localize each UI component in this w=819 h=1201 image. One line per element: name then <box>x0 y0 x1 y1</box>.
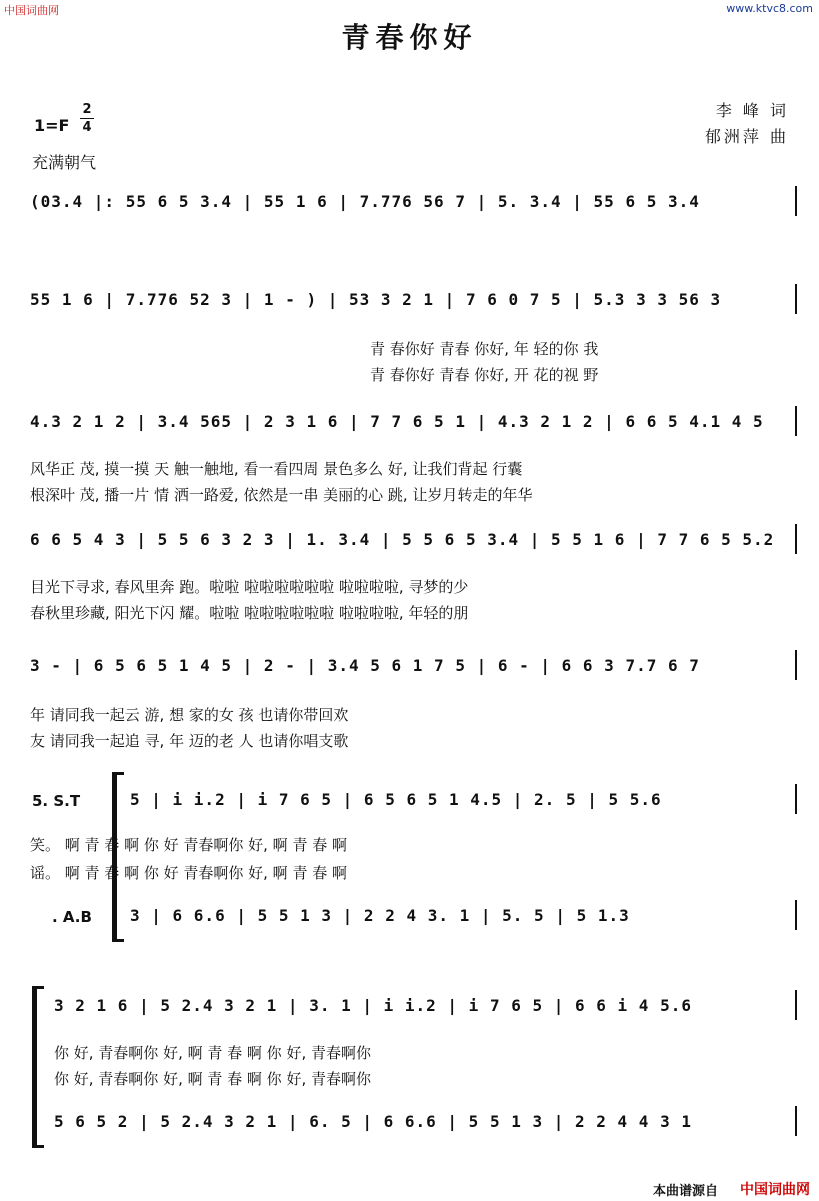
notation-row-7-upper: 3 2 1 6 | 5 2.4 3 2 1 | 3. 1 | i i.2 | i 7 6 5 | 6 6 i 4 5.6 <box>54 996 692 1015</box>
lyric-row-7-verse-1: 你 好, 青春啊你 好, 啊 青 春 啊 你 好, 青春啊你 <box>54 1044 371 1062</box>
system-brace-2-top <box>32 986 44 989</box>
lyric-row-2-verse-1: 青 春你好 青春 你好, 年 轻的你 我 <box>370 340 599 358</box>
lyric-row-4-verse-2: 春秋里珍藏, 阳光下闪 耀。啦啦 啦啦啦啦啦啦 啦啦啦啦, 年轻的朋 <box>30 604 469 622</box>
barline-end-4 <box>795 524 797 554</box>
notation-row-7-lower: 5 6 5 2 | 5 2.4 3 2 1 | 6. 5 | 6 6.6 | 5 5 1 3 | 2 2 4 4 3 1 <box>54 1112 692 1131</box>
part-label-ab: . A.B <box>52 908 92 926</box>
barline-end-7a <box>795 990 797 1020</box>
composer-credit: 郁洲萍 曲 <box>704 127 789 146</box>
system-brace-2-bottom <box>32 1145 44 1148</box>
lyric-row-3-verse-2: 根深叶 茂, 播一片 情 洒一路爱, 依然是一串 美丽的心 跳, 让岁月转走的年华 <box>30 486 533 504</box>
system-brace-1 <box>112 772 117 942</box>
barline-end-7b <box>795 1106 797 1136</box>
key-signature: 1=F <box>34 116 70 135</box>
song-title: 青春你好 <box>341 21 478 54</box>
notation-row-3: 4.3 2 1 2 | 3.4 565 | 2 3 1 6 | 7 7 6 5 1 | 4.3 2 1 2 | 6 6 5 4.1 4 5 <box>30 412 764 431</box>
part-label-st: 5. S.T <box>32 792 81 810</box>
footer-site-link[interactable]: 中国词曲网 <box>740 1182 810 1198</box>
lyric-row-6-verse-1: 笑。 啊 青 春 啊 你 好 青春啊你 好, 啊 青 春 啊 <box>30 836 347 854</box>
lyric-row-6-verse-2: 谣。 啊 青 春 啊 你 好 青春啊你 好, 啊 青 春 啊 <box>30 864 347 882</box>
system-brace-2 <box>32 986 37 1148</box>
time-signature-top: 2 <box>82 102 92 117</box>
lyric-row-5-verse-2: 友 请同我一起追 寻, 年 迈的老 人 也请你唱支歌 <box>30 732 349 750</box>
barline-end-6b <box>795 900 797 930</box>
barline-end-5 <box>795 650 797 680</box>
barline-end-6a <box>795 784 797 814</box>
expression-mark: 充满朝气 <box>32 153 97 172</box>
footer-source-label: 本曲谱源自 <box>653 1184 719 1199</box>
time-signature <box>80 102 94 135</box>
lyric-row-5-verse-1: 年 请同我一起云 游, 想 家的女 孩 也请你带回欢 <box>30 706 349 724</box>
watermark-left: 中国词曲网 <box>4 4 59 17</box>
barline-end-3 <box>795 406 797 436</box>
barline-end-2 <box>795 284 797 314</box>
watermark-right: www.ktvc8.com <box>726 2 813 15</box>
lyric-row-4-verse-1: 目光下寻求, 春风里奔 跑。啦啦 啦啦啦啦啦啦 啦啦啦啦, 寻梦的少 <box>30 578 469 596</box>
lyricist-credit: 李 峰 词 <box>715 101 789 120</box>
system-brace-1-top <box>112 772 124 775</box>
lyric-row-2-verse-2: 青 春你好 青春 你好, 开 花的视 野 <box>370 366 599 384</box>
notation-row-4: 6 6 5 4 3 | 5 5 6 3 2 3 | 1. 3.4 | 5 5 6 5 3.4 | 5 5 1 6 | 7 7 6 5 5.2 <box>30 530 775 549</box>
lyric-row-7-verse-2: 你 好, 青春啊你 好, 啊 青 春 啊 你 好, 青春啊你 <box>54 1070 371 1088</box>
time-signature-bottom: 4 <box>82 120 92 135</box>
time-signature-rule <box>80 118 94 119</box>
notation-row-2: 55 1 6 | 7.776 52 3 | 1 - ) | 53 3 2 1 | 7 6 0 7 5 | 5.3 3 3 56 3 <box>30 290 722 309</box>
lyric-row-3-verse-1: 风华正 茂, 摸一摸 天 触一触地, 看一看四周 景色多么 好, 让我们背起 行囊 <box>30 460 523 478</box>
notation-row-5: 3 - | 6 5 6 5 1 4 5 | 2 - | 3.4 5 6 1 7 5 | 6 - | 6 6 3 7.7 6 7 <box>30 656 700 675</box>
barline-end-1 <box>795 186 797 216</box>
notation-row-1: (03.4 |: 55 6 5 3.4 | 55 1 6 | 7.776 56 7 | 5. 3.4 | 55 6 5 3.4 <box>30 192 700 211</box>
notation-row-6-lower: 3 | 6 6.6 | 5 5 1 3 | 2 2 4 3. 1 | 5. 5 | 5 1.3 <box>130 906 630 925</box>
system-brace-1-bottom <box>112 939 124 942</box>
notation-row-6-upper: 5 | i i.2 | i 7 6 5 | 6 5 6 5 1 4.5 | 2. 5 | 5 5.6 <box>130 790 662 809</box>
